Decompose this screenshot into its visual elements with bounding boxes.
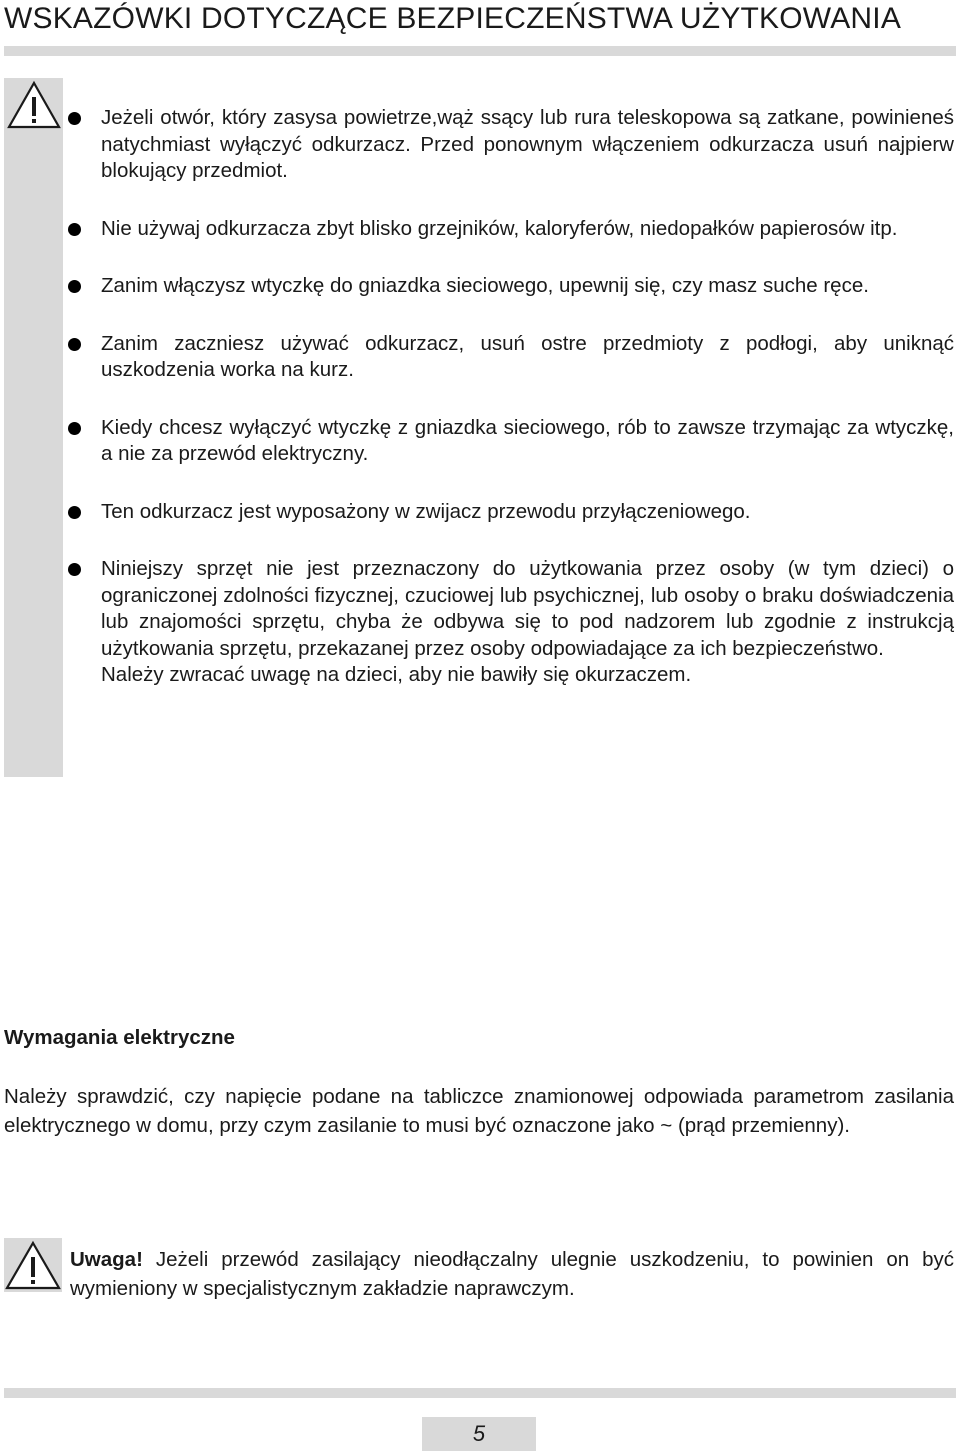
page-title: WSKAZÓWKI DOTYCZĄCE BEZPIECZEŃSTWA UŻYTKOWANIA	[4, 2, 902, 35]
footer-divider	[4, 1388, 956, 1398]
list-item	[68, 556, 954, 689]
bullet-dot-icon	[68, 280, 81, 293]
list-item-extra-text: Należy zwracać uwagę na dzieci, aby nie bawiły się okurzaczem.	[101, 663, 692, 686]
section-body: Należy sprawdzić, czy napięcie podane na tabliczce znamionowej odpowiada parametrom zasilania elektrycznego w domu, przy czym zasilanie to musi być oznaczone jako ~ (prąd przemienny).	[4, 1085, 954, 1137]
list-item	[68, 216, 954, 243]
bullet-dot-icon	[68, 563, 81, 576]
list-item-text: Zanim włączysz wtyczkę do gniazdka sieciowego, upewnij się, czy masz suche ręce.	[101, 274, 869, 297]
list-item	[68, 105, 954, 185]
list-item-text: Nie używaj odkurzacza zbyt blisko grzejników, kaloryferów, niedopałków papierosów itp.	[101, 216, 898, 240]
warning-triangle-icon	[4, 1238, 62, 1292]
list-item	[68, 415, 954, 468]
warning-sidebar	[4, 78, 63, 777]
list-item-text: Kiedy chcesz wyłączyć wtyczkę z gniazdka sieciowego, rób to zawsze trzymając za wtyczkę, a nie za przewód elektryczny.	[101, 415, 954, 465]
bullet-dot-icon	[68, 422, 81, 435]
bullet-dot-icon	[68, 112, 81, 125]
list-item-text: Ten odkurzacz jest wyposażony w zwijacz przewodu przyłączeniowego.	[101, 499, 751, 523]
list-item-text: Zanim zaczniesz używać odkurzacz, usuń ostre przedmioty z podłogi, aby uniknąć uszkodzenia worka na kurz.	[101, 331, 954, 381]
note-paragraph	[70, 1245, 954, 1303]
bullet-dot-icon	[68, 338, 81, 351]
list-item-text: Jeżeli otwór, który zasysa powietrze,wąż ssący lub rura teleskopowa są zatkane, powinieneś natychmiast wyłączyć odkurzacz. Przed ponownym włączeniem odkurzacza usuń najpierw blokujący przedmiot.	[101, 106, 954, 182]
page-number: 5	[472, 1421, 486, 1446]
section-heading: Wymagania elektryczne	[4, 1026, 235, 1049]
bullet-dot-icon	[68, 223, 81, 236]
bullet-dot-icon	[68, 506, 81, 519]
title-divider	[4, 46, 956, 56]
note-text: Jeżeli przewód zasilający nieodłączalny ulegnie uszkodzeniu, to powinien on być wymieniony w specjalistycznym zakładzie naprawczym.	[70, 1248, 954, 1300]
list-item	[68, 273, 954, 300]
page-number-box	[422, 1417, 536, 1451]
safety-instructions-list	[68, 105, 954, 689]
list-item	[68, 499, 954, 526]
list-item-text: Niniejszy sprzęt nie jest przeznaczony do użytkowania przez osoby (w tym dzieci) o ograniczonej zdolności fizycznej, czuciowej lub psychicznej, lub osoby o braku doświadczenia lub znajomości sprzętu, chyba że odbywa się to pod nadzorem lub zgodnie z instrukcją użytkowania sprzętu, przekazanej przez osoby odpowiadające za ich bezpieczeństwo.	[101, 557, 954, 660]
list-item	[68, 331, 954, 384]
warning-triangle-icon	[7, 80, 61, 130]
note-label: Uwaga!	[70, 1248, 143, 1271]
